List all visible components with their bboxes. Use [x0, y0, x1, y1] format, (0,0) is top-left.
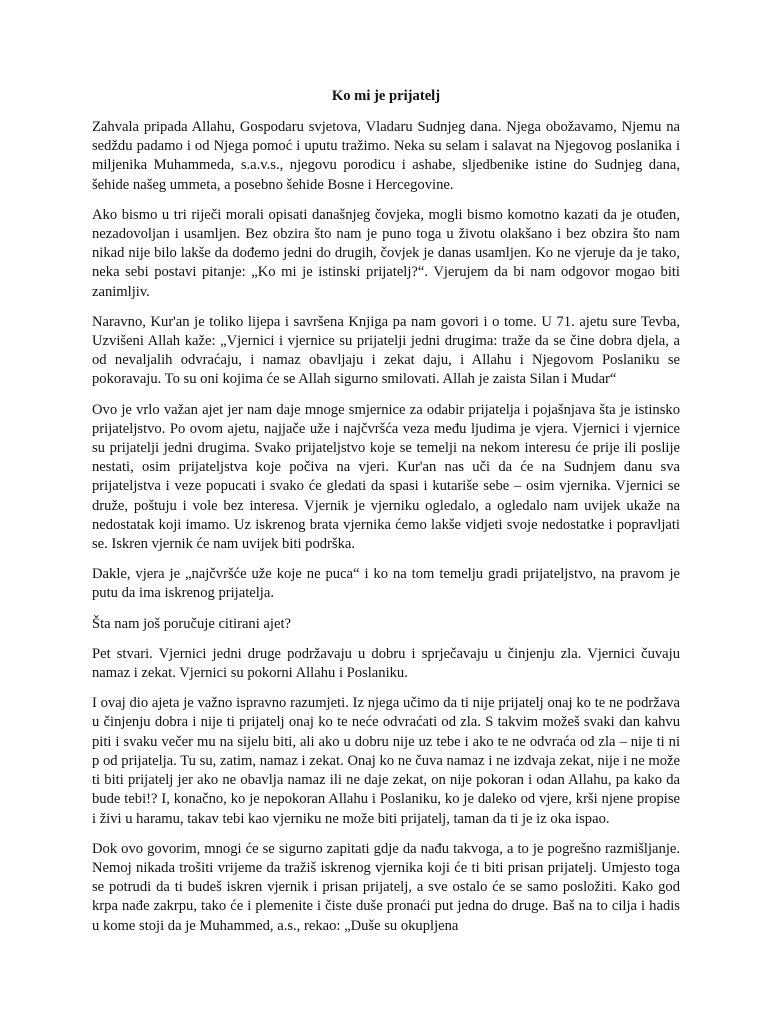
paragraph-strongest-rope: Dakle, vjera je „najčvršće uže koje ne puca“ i ko na tom temelju gradi prijateljstvo, na pravom je putu da ima iskrenog prijatelja.: [92, 566, 680, 602]
paragraph-opening-praise: Zahvala pripada Allahu, Gospodaru svjetova, Vladaru Sudnjeg dana. Njega obožavamo, Njemu na sedždu padamo i od Njega pomoć i uputu tražimo. Neka su selam i salavat na Njegovog poslanika i miljenika Muhammeda, s.a.v.s., njegovu porodicu i ashabe, sljedbenike istine do Sudnjeg dana, šehide našeg ummeta, a posebno šehide Bosne i Hercegovine.: [92, 119, 680, 193]
document-title: Ko mi je prijatelj: [331, 88, 441, 104]
paragraph-modern-man: Ako bismo u tri riječi morali opisati današnjeg čovjeka, mogli bismo komotno kazati da je otuđen, nezadovoljan i usamljen. Bez obzira što nam je puno toga u životu olakšano i bez obzira što nam nikad nije bilo lakše da dođemo jedni do drugih, čovjek je danas usamljen. Ko ne vjeruje da je tako, neka sebi postavi pitanje: „Ko mi je istinski prijatelj?“. Vjerujem da bi nam odgovor mogao biti zanimljiv.: [92, 206, 680, 300]
paragraph-quran-ayah: Naravno, Kur'an je toliko lijepa i savršena Knjiga pa nam govori i o tome. U 71. ajetu sure Tevba, Uzvišeni Allah kaže: „Vjernici i vjernice su prijatelji jedni drugima: traže da se čine dobra djela, a od nevaljalih odvraćaju, i namaz obavljaju i zekat daju, i Allahu i Njegovom Poslaniku se pokoravaju. To su oni kojima će se Allah sigurno smilovati. Allah je zaista Silan i Mudar“: [92, 313, 680, 388]
paragraph-understanding: I ovaj dio ajeta je važno ispravno razumjeti. Iz njega učimo da ti nije prijatelj onaj ko te ne podržava u činjenju dobra i nije ti prijatelj onaj ko te neće odvraćati od zla. S takvim možeš svaki dan kahvu piti i svaku večer mu na sijelu biti, ali ako u dobru nije uz tebe i ako te ne odvraća od zla – nije ti ni p od prijatelja. Tu su, zatim, namaz i zekat. Onaj ko ne čuva namaz i ne izdvaja zekat, nije i ne može ti biti prijatelj jer ako ne obavlja namaz ili ne daje zekat, on nije pokoran i odan Allahu, pa kako da bude tebi!? I, konačno, ko je nepokoran Allahu i Poslaniku, ko je daleko od vjere, krši njene propise i živi u haramu, takav tebi kao vjerniku ne može biti prijatelj, taman da ti je iz oka ispao.: [92, 695, 680, 827]
paragraph-ayah-explanation: Ovo je vrlo važan ajet jer nam daje mnoge smjernice za odabir prijatelja i pojašnjava šta je istinsko prijateljstvo. Po ovom ajetu, najjače uže i najčvršća veza među ljudima je vjera. Vjernici i vjernice su prijatelji jedni drugima. Svako prijateljstvo koje se temelji na nekom interesu će prije ili poslije nestati, osim prijateljstva koje počiva na vjeri. Kur'an nas uči da će na Sudnjem danu sva prijateljstva i veze popucati i svako će gledati da spasi i kutariše sebe – osim vjernika. Vjernici se druže, poštuju i vole bez interesa. Vjernik je vjerniku ogledalo, a ogledalo nam uvijek ukaže na nedostatak koji imamo. Uz iskrenog brata vjernika ćemo lakše vidjeti svoje nedostatke i popravljati se. Iskren vjernik će nam uvijek biti podrška.: [92, 401, 680, 553]
paragraph-finding-friend: Dok ovo govorim, mnogi će se sigurno zapitati gdje da nađu takvoga, a to je pogrešno razmišljanje. Nemoj nikada trošiti vrijeme da tražiš iskrenog vjernika koji će ti biti prisan prijatelj. Umjesto toga se potrudi da ti budeš iskren vjernik i prisan prijatelj, a sve ostalo će se samo posložiti. Kako god krpa nađe zakrpu, tako će i plemenite i čiste duše pronaći put jedna do druge. Baš na to cilja i hadis u kome stoji da je Muhammed, a.s., rekao: „Duše su okupljena: [92, 840, 680, 934]
paragraph-five-things: Pet stvari. Vjernici jedni druge podržavaju u dobru i sprječavaju u činjenju zla. Vjernici čuvaju namaz i zekat. Vjernici su pokorni Allahu i Poslaniku.: [92, 645, 680, 682]
paragraph-question: Šta nam još poručuje citirani ajet?: [92, 615, 291, 632]
